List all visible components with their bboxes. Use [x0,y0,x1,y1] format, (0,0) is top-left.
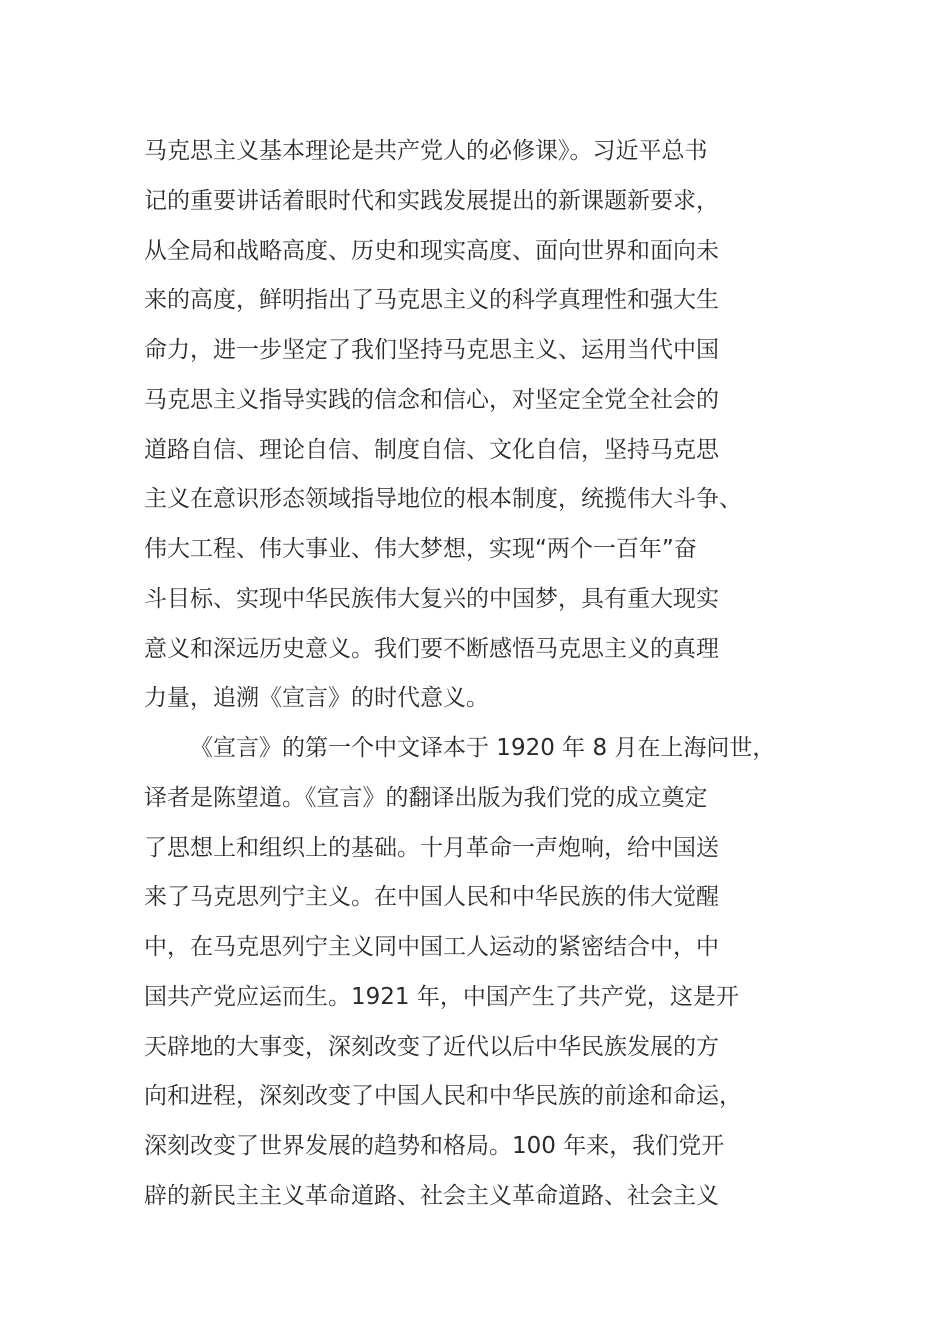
text-line: 命力，进一步坚定了我们坚持马克思主义、运用当代中国 [144,337,719,363]
text-line: 马克思主义基本理论是共产党人的必修课》。习近平总书 [144,138,708,164]
text-line: 国共产党应运而生。1921 年，中国产生了共产党，这是开 [144,983,739,1010]
text-line: 来了马克思列宁主义。在中国人民和中华民族的伟大觉醒 [144,884,719,911]
text-line: 伟大工程、伟大事业、伟大梦想，实现“两个一百年”奋 [144,536,697,562]
text-line: 记的重要讲话着眼时代和实践发展提出的新课题新要求， [144,187,719,214]
text-line: 天辟地的大事变，深刻改变了近代以后中华民族发展的方 [144,1033,719,1060]
body-text [144,127,824,1222]
text-line: 道路自信、理论自信、制度自信、文化自信，坚持马克思 [144,436,719,463]
text-line: 中，在马克思列宁主义同中国工人运动的紧密结合中，中 [144,934,719,960]
text-line: 来的高度，鲜明指出了马克思主义的科学真理性和强大生 [144,287,719,314]
text-line: 力量，追溯《宣言》的时代意义。 [144,685,489,712]
text-line: 从全局和战略高度、历史和现实高度、面向世界和面向未 [144,237,719,264]
text-line: 辟的新民主主义革命道路、社会主义革命道路、社会主义 [144,1182,719,1209]
text-line: 意义和深远历史意义。我们要不断感悟马克思主义的真理 [144,635,719,662]
text-line: 译者是陈望道。《宣言》的翻译出版为我们党的成立奠定 [144,784,708,811]
text-line: 马克思主义指导实践的信念和信心，对坚定全党全社会的 [144,386,719,413]
paragraph-first-line: 《宣言》的第一个中文译本于 1920 年 8 月在上海问世， [190,735,776,761]
text-line: 向和进程，深刻改变了中国人民和中华民族的前途和命运， [144,1083,742,1110]
text-line: 主义在意识形态领域指导地位的根本制度，统揽伟大斗争、 [144,486,742,513]
text-line: 了思想上和组织上的基础。十月革命一声炮响，给中国送 [144,834,719,861]
text-line: 斗目标、实现中华民族伟大复兴的中国梦，具有重大现实 [144,585,719,612]
text-line: 深刻改变了世界发展的趋势和格局。100 年来，我们党开 [144,1133,725,1159]
